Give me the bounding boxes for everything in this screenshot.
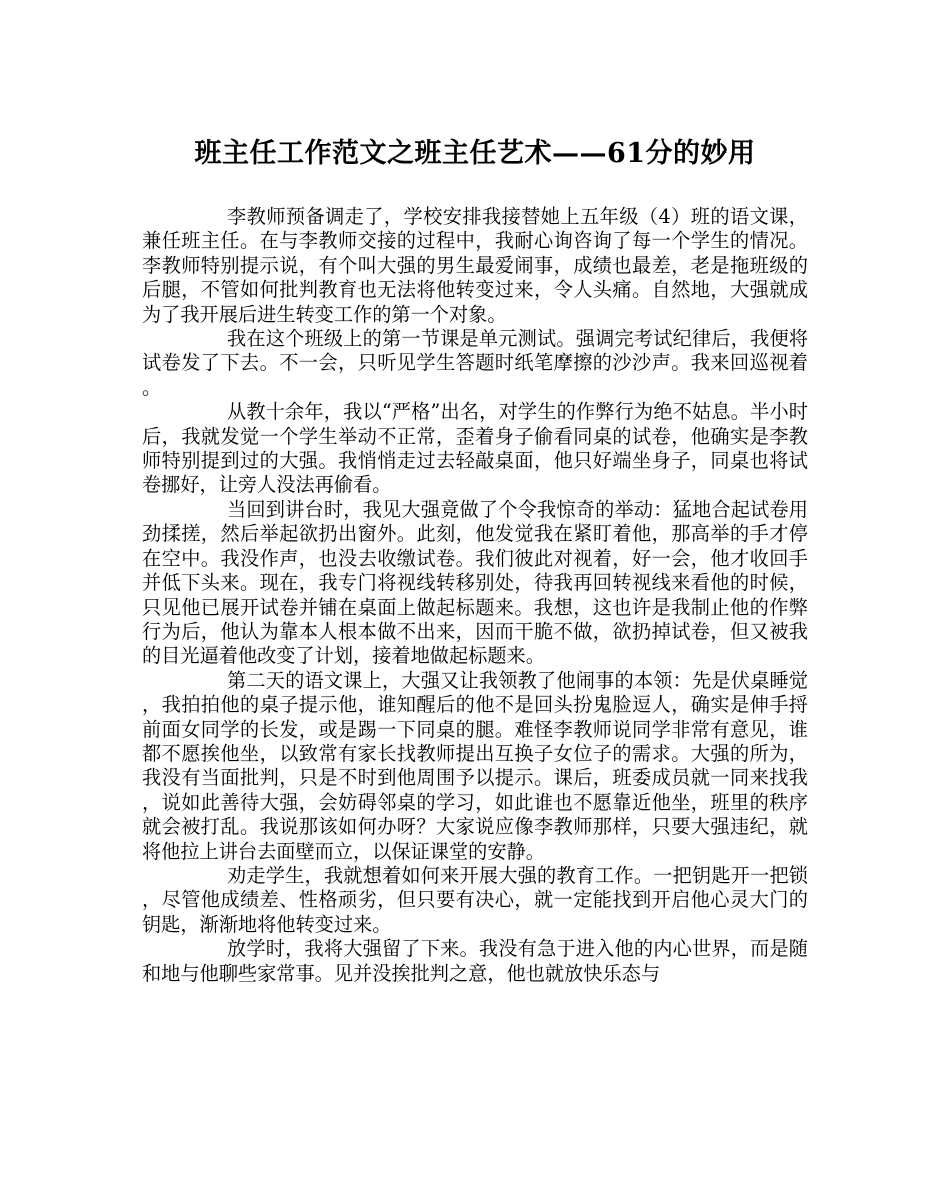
- paragraph: 当回到讲台时，我见大强竟做了个令我惊奇的举动：猛地合起试卷用劲揉搓，然后举起欲扔出窗外。此刻，他发觉我在紧盯着他，那高举的手才停在空中。我没作声，也没去收缴试卷。我们彼此对视着，好一会，他才收回手并低下头来。现在，我专门将视线转移别处，待我再回转视线来看他的时候，只见他已展开试卷并铺在桌面上做起标题来。我想，这也许是我制止他的作弊行为后，他认为靠本人根本做不出来，因而干脆不做，欲扔掉试卷，但又被我的目光逼着他改变了计划，接着地做起标题来。: [142, 497, 808, 668]
- paragraph: 我在这个班级上的第一节课是单元测试。强调完考试纪律后，我便将试卷发了下去。不一会，只听见学生答题时纸笔摩擦的沙沙声。我来回巡视着。: [142, 327, 808, 399]
- paragraph: 李教师预备调走了，学校安排我接替她上五年级（4）班的语文课，兼任班主任。在与李教师交接的过程中，我耐心询咨询了每一个学生的情况。李教师特别提示说，有个叫大强的男生最爱闹事，成绩也最差，老是拖班级的后腿，不管如何批判教育也无法将他转变过来，令人头痛。自然地，大强就成为了我开展后进生转变工作的第一个对象。: [142, 205, 808, 326]
- paragraph: 从教十余年，我以“严格”出名，对学生的作弊行为绝不姑息。半小时后，我就发觉一个学生举动不正常，歪着身子偷看同桌的试卷，他确实是李教师特别提到过的大强。我悄悄走过去轻敲桌面，他只好端坐身子，同桌也将试卷挪好，让旁人没法再偷看。: [142, 400, 808, 497]
- paragraph: 劝走学生，我就想着如何来开展大强的教育工作。一把钥匙开一把锁，尽管他成绩差、性格顽劣，但只要有决心，就一定能找到开启他心灵大门的钥匙，渐渐地将他转变过来。: [142, 863, 808, 936]
- document-body: [142, 205, 808, 986]
- paragraph: 第二天的语文课上，大强又让我领教了他闹事的本领：先是伏桌睡觉，我拍拍他的桌子提示他，谁知醒后的他不是回头扮鬼脸逗人，确实是伸手捋前面女同学的长发，或是踢一下同桌的腿。难怪李教师说同学非常有意见，谁都不愿挨他坐，以致常有家长找教师提出互换子女位子的需求。大强的所为，我没有当面批判，只是不时到他周围予以提示。课后，班委成员就一同来找我，说如此善待大强，会妨碍邻桌的学习，如此谁也不愿靠近他坐，班里的秩序就会被打乱。我说那该如何办呀？大家说应像李教师那样，只要大强违纪，就将他拉上讲台去面壁而立，以保证课堂的安静。: [142, 668, 808, 863]
- paragraph: 放学时，我将大强留了下来。我没有急于进入他的内心世界，而是随和地与他聊些家常事。见并没挨批判之意，他也就放快乐态与: [142, 937, 808, 985]
- document-title: 班主任工作范文之班主任艺术——61分的妙用: [194, 138, 756, 169]
